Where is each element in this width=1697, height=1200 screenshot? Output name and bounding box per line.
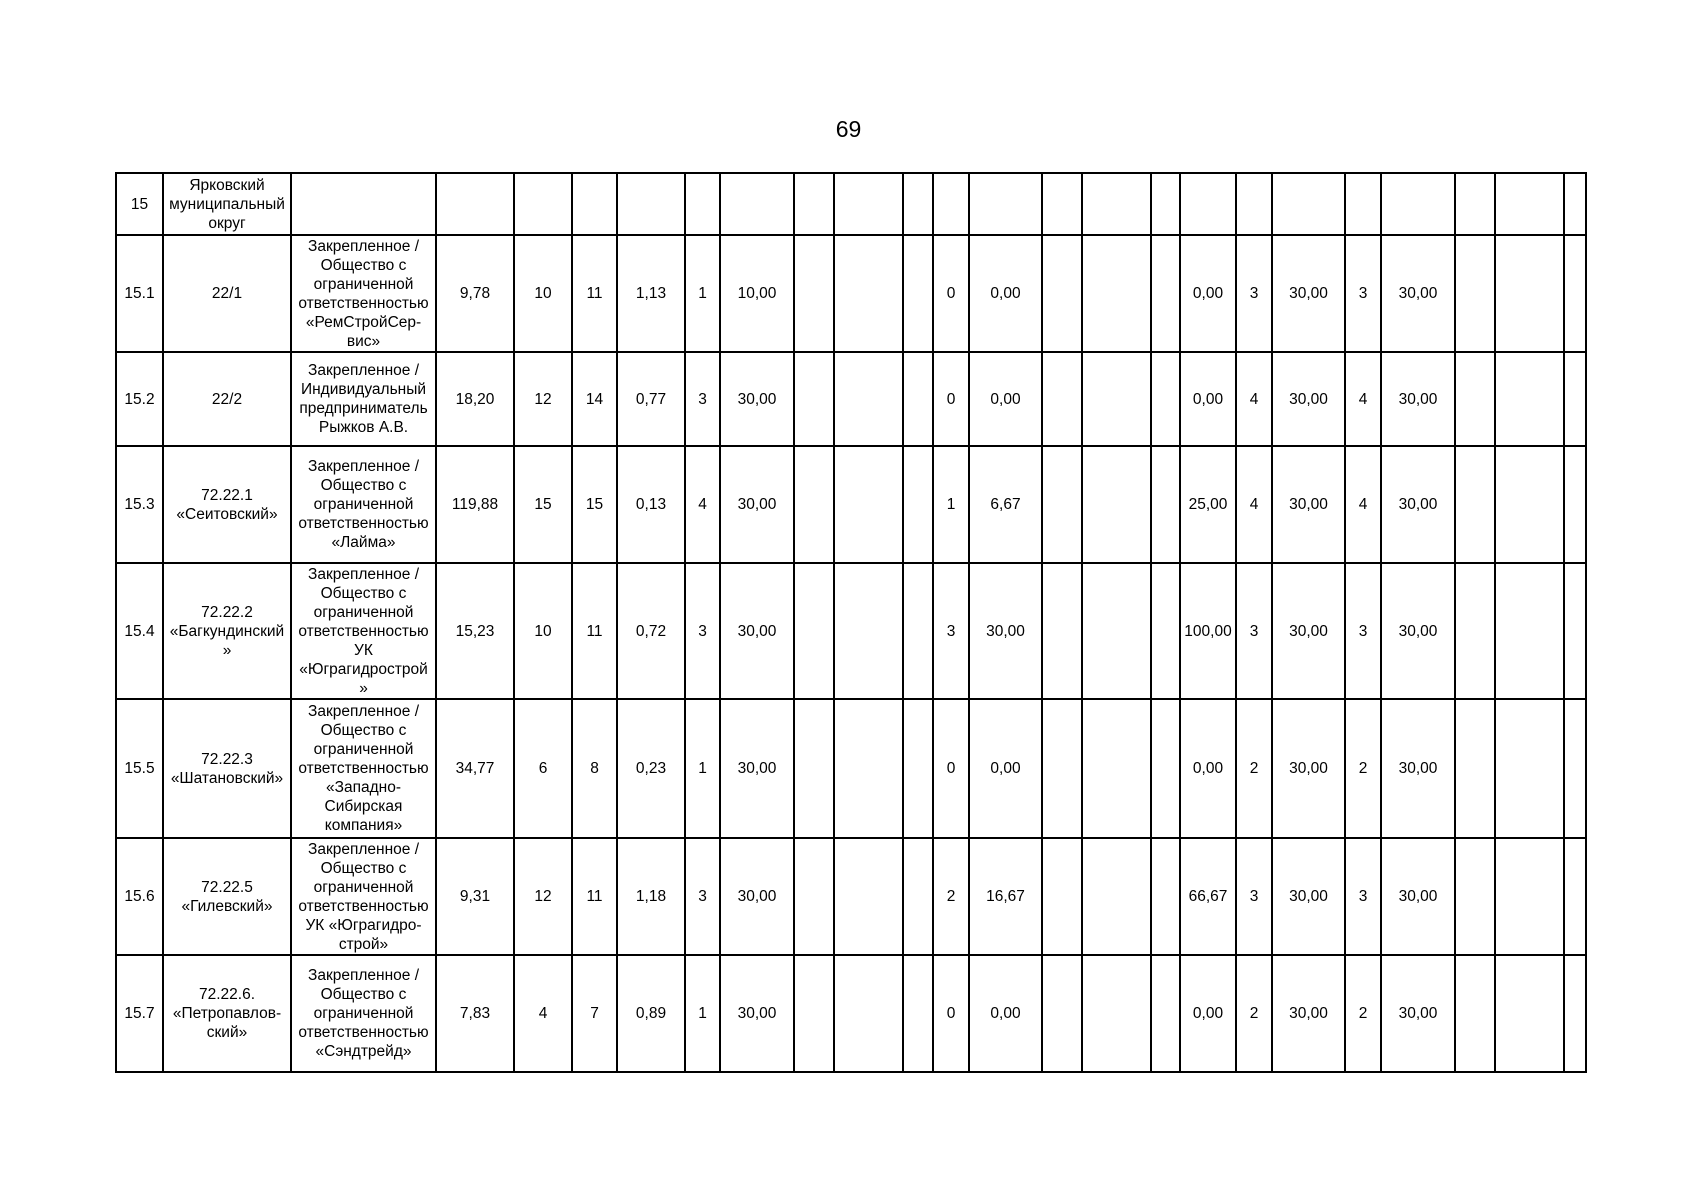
value-cell: 0,00 — [1180, 235, 1236, 352]
empty-cell — [794, 838, 834, 955]
value-cell: 4 — [1345, 352, 1381, 446]
value-cell: 30,00 — [1381, 699, 1455, 838]
value-cell: 30,00 — [1381, 838, 1455, 955]
empty-cell — [1042, 235, 1082, 352]
value-cell: 1 — [685, 699, 720, 838]
value-cell: 0,23 — [617, 699, 685, 838]
empty-cell — [1495, 446, 1564, 563]
empty-cell — [1455, 955, 1495, 1072]
row-number-cell: 15.7 — [116, 955, 163, 1072]
value-cell: 3 — [1236, 563, 1272, 699]
empty-cell — [1564, 352, 1586, 446]
empty-cell — [1564, 235, 1586, 352]
plot-name-cell: 72.22.3 «Шатановский» — [163, 699, 291, 838]
value-cell: 3 — [685, 563, 720, 699]
value-cell: 1 — [685, 235, 720, 352]
area-cell: 34,77 — [436, 699, 514, 838]
value-cell: 30,00 — [1272, 955, 1345, 1072]
empty-cell — [1151, 352, 1180, 446]
value-cell: 0 — [933, 699, 969, 838]
empty-cell — [1082, 699, 1151, 838]
value-cell: 10 — [514, 563, 572, 699]
value-cell: 3 — [1236, 838, 1272, 955]
value-cell: 0,00 — [969, 699, 1042, 838]
row-number-cell: 15.5 — [116, 699, 163, 838]
value-cell: 0,89 — [617, 955, 685, 1072]
empty-cell — [794, 563, 834, 699]
empty-cell — [794, 699, 834, 838]
value-cell: 4 — [1236, 446, 1272, 563]
empty-cell — [1495, 955, 1564, 1072]
empty-cell — [834, 352, 903, 446]
plot-name-cell: 72.22.2 «Багкундинский » — [163, 563, 291, 699]
value-cell: 2 — [1345, 699, 1381, 838]
municipality-name-cell: Ярковский муниципальный округ — [163, 173, 291, 235]
value-cell: 16,67 — [969, 838, 1042, 955]
empty-cell — [1495, 563, 1564, 699]
table-row — [116, 563, 1586, 699]
empty-cell — [1495, 699, 1564, 838]
table-row — [116, 352, 1586, 446]
value-cell: 30,00 — [720, 352, 794, 446]
empty-cell — [1151, 446, 1180, 563]
value-cell: 3 — [933, 563, 969, 699]
area-cell: 7,83 — [436, 955, 514, 1072]
value-cell: 0,00 — [1180, 955, 1236, 1072]
value-cell: 12 — [514, 838, 572, 955]
value-cell: 0,00 — [969, 352, 1042, 446]
empty-cell — [1455, 446, 1495, 563]
value-cell: 2 — [1345, 955, 1381, 1072]
value-cell: 30,00 — [720, 563, 794, 699]
value-cell: 11 — [572, 235, 617, 352]
holder-cell: Закрепленное / Общество с ограниченной ответственностью «Сэндтрейд» — [291, 955, 436, 1072]
value-cell: 8 — [572, 699, 617, 838]
value-cell: 100,00 — [1180, 563, 1236, 699]
empty-cell — [1564, 446, 1586, 563]
table-row — [116, 173, 1586, 235]
value-cell: 25,00 — [1180, 446, 1236, 563]
value-cell: 30,00 — [720, 955, 794, 1072]
value-cell: 2 — [933, 838, 969, 955]
holder-cell: Закрепленное / Общество с ограниченной ответственностью УК «Юграгидрострой » — [291, 563, 436, 699]
value-cell: 6 — [514, 699, 572, 838]
value-cell: 30,00 — [1272, 838, 1345, 955]
value-cell: 0,13 — [617, 446, 685, 563]
empty-cell — [1082, 352, 1151, 446]
value-cell: 0,00 — [969, 235, 1042, 352]
value-cell: 30,00 — [1381, 955, 1455, 1072]
value-cell: 3 — [1236, 235, 1272, 352]
area-cell: 9,78 — [436, 235, 514, 352]
value-cell: 0,00 — [1180, 352, 1236, 446]
value-cell: 11 — [572, 838, 617, 955]
empty-cell — [794, 446, 834, 563]
empty-cell — [1564, 838, 1586, 955]
value-cell: 3 — [1345, 838, 1381, 955]
value-cell: 3 — [1345, 563, 1381, 699]
empty-cell — [903, 699, 933, 838]
empty-cell — [1082, 446, 1151, 563]
value-cell: 15 — [572, 446, 617, 563]
empty-cell — [1495, 838, 1564, 955]
row-number-cell: 15.4 — [116, 563, 163, 699]
empty-cell — [903, 446, 933, 563]
value-cell: 4 — [1345, 446, 1381, 563]
value-cell: 2 — [1236, 699, 1272, 838]
empty-cell — [903, 563, 933, 699]
value-cell: 2 — [1236, 955, 1272, 1072]
value-cell: 4 — [514, 955, 572, 1072]
value-cell: 30,00 — [720, 838, 794, 955]
value-cell: 6,67 — [969, 446, 1042, 563]
empty-cell — [1151, 838, 1180, 955]
empty-cell — [834, 235, 903, 352]
empty-cell — [1495, 235, 1564, 352]
empty-cell — [1455, 838, 1495, 955]
row-number-cell: 15 — [116, 173, 163, 235]
empty-cell — [794, 955, 834, 1072]
empty-cell — [1042, 446, 1082, 563]
empty-cell — [834, 446, 903, 563]
value-cell: 1 — [933, 446, 969, 563]
value-cell: 1,18 — [617, 838, 685, 955]
empty-cell — [834, 838, 903, 955]
value-cell: 3 — [685, 838, 720, 955]
table-row — [116, 446, 1586, 563]
empty-cell — [1495, 352, 1564, 446]
value-cell: 14 — [572, 352, 617, 446]
table-row — [116, 838, 1586, 955]
data-table — [115, 172, 1587, 1073]
value-cell: 12 — [514, 352, 572, 446]
empty-cell — [903, 838, 933, 955]
empty-cell — [834, 563, 903, 699]
empty-cell — [1151, 563, 1180, 699]
empty-cell — [834, 699, 903, 838]
empty-cell — [1151, 955, 1180, 1072]
empty-cell — [1564, 955, 1586, 1072]
area-cell: 15,23 — [436, 563, 514, 699]
plot-name-cell: 22/2 — [163, 352, 291, 446]
page-number: 69 — [835, 116, 862, 142]
empty-cell — [1455, 563, 1495, 699]
area-cell: 119,88 — [436, 446, 514, 563]
area-cell: 9,31 — [436, 838, 514, 955]
value-cell: 30,00 — [969, 563, 1042, 699]
value-cell: 10 — [514, 235, 572, 352]
value-cell: 30,00 — [1381, 235, 1455, 352]
empty-cell — [903, 955, 933, 1072]
empty-cell — [1455, 699, 1495, 838]
value-cell: 0,00 — [1180, 699, 1236, 838]
empty-cell — [1082, 563, 1151, 699]
empty-cell — [1082, 838, 1151, 955]
empty-cell — [903, 352, 933, 446]
value-cell: 30,00 — [1272, 446, 1345, 563]
value-cell: 30,00 — [1272, 699, 1345, 838]
empty-cell — [834, 955, 903, 1072]
row-number-cell: 15.2 — [116, 352, 163, 446]
empty-cell — [1564, 563, 1586, 699]
value-cell: 1,13 — [617, 235, 685, 352]
plot-name-cell: 72.22.1 «Сеитовский» — [163, 446, 291, 563]
empty-cell — [1082, 955, 1151, 1072]
row-number-cell: 15.1 — [116, 235, 163, 352]
row-number-cell: 15.3 — [116, 446, 163, 563]
value-cell: 4 — [685, 446, 720, 563]
plot-name-cell: 22/1 — [163, 235, 291, 352]
value-cell: 15 — [514, 446, 572, 563]
value-cell: 30,00 — [1272, 563, 1345, 699]
empty-cell — [1455, 352, 1495, 446]
empty-cell — [1042, 563, 1082, 699]
value-cell: 30,00 — [720, 446, 794, 563]
value-cell: 0,77 — [617, 352, 685, 446]
value-cell: 0 — [933, 955, 969, 1072]
holder-cell: Закрепленное / Индивидуальный предприниматель Рыжков А.В. — [291, 352, 436, 446]
value-cell: 30,00 — [720, 699, 794, 838]
table-row — [116, 235, 1586, 352]
value-cell: 0 — [933, 352, 969, 446]
empty-cell — [1082, 235, 1151, 352]
area-cell: 18,20 — [436, 352, 514, 446]
value-cell: 30,00 — [1272, 352, 1345, 446]
value-cell: 10,00 — [720, 235, 794, 352]
value-cell: 7 — [572, 955, 617, 1072]
value-cell: 30,00 — [1381, 446, 1455, 563]
value-cell: 3 — [685, 352, 720, 446]
empty-cell — [1455, 235, 1495, 352]
value-cell: 30,00 — [1381, 352, 1455, 446]
value-cell: 0 — [933, 235, 969, 352]
empty-cell — [794, 235, 834, 352]
holder-cell: Закрепленное / Общество с ограниченной ответственностью «Лайма» — [291, 446, 436, 563]
empty-cell — [1151, 699, 1180, 838]
empty-cell — [1042, 838, 1082, 955]
table-row — [116, 699, 1586, 838]
value-cell: 0,72 — [617, 563, 685, 699]
empty-cell — [1042, 699, 1082, 838]
holder-cell: Закрепленное / Общество с ограниченной ответственностью УК «Юграгидро- строй» — [291, 838, 436, 955]
value-cell: 4 — [1236, 352, 1272, 446]
empty-cell — [1151, 235, 1180, 352]
plot-name-cell: 72.22.5 «Гилевский» — [163, 838, 291, 955]
empty-cell — [794, 352, 834, 446]
empty-cell — [1564, 699, 1586, 838]
empty-cell — [903, 235, 933, 352]
empty-cell — [1042, 955, 1082, 1072]
value-cell: 0,00 — [969, 955, 1042, 1072]
value-cell: 30,00 — [1381, 563, 1455, 699]
value-cell: 66,67 — [1180, 838, 1236, 955]
holder-cell: Закрепленное / Общество с ограниченной ответственностью «РемСтройСер- вис» — [291, 235, 436, 352]
value-cell: 30,00 — [1272, 235, 1345, 352]
holder-cell: Закрепленное / Общество с ограниченной ответственностью «Западно- Сибирская компания» — [291, 699, 436, 838]
value-cell: 11 — [572, 563, 617, 699]
empty-cell — [1042, 352, 1082, 446]
row-number-cell: 15.6 — [116, 838, 163, 955]
value-cell: 3 — [1345, 235, 1381, 352]
plot-name-cell: 72.22.6. «Петропавлов- ский» — [163, 955, 291, 1072]
table-row — [116, 955, 1586, 1072]
value-cell: 1 — [685, 955, 720, 1072]
